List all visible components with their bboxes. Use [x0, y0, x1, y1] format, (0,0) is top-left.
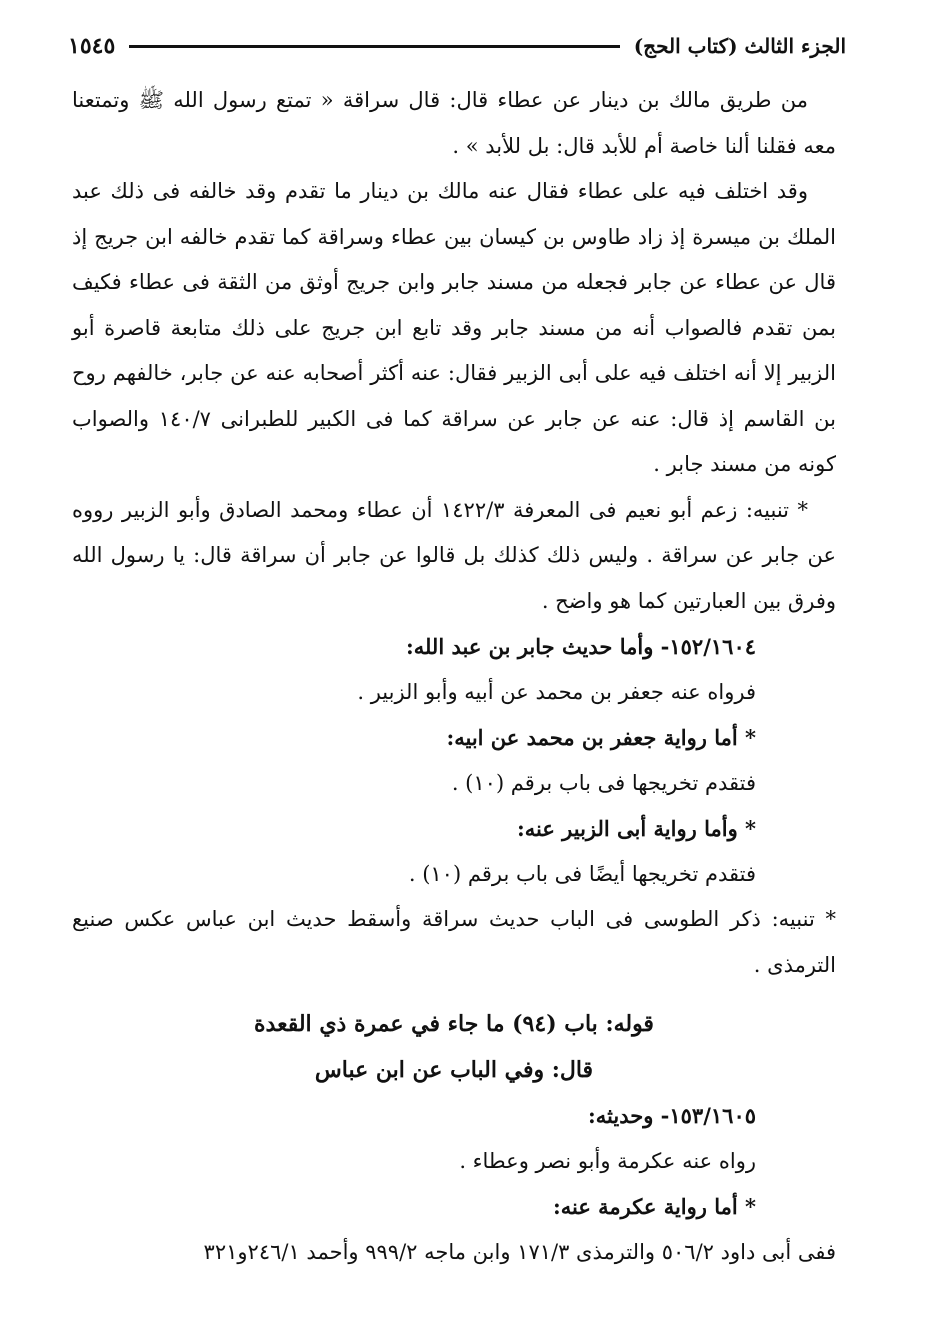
page-number: ١٥٤٥: [68, 33, 116, 59]
chapter-subheading: قال: وفي الباب عن ابن عباس: [314, 1056, 594, 1083]
paragraph-references: ففى أبى داود ٥٠٦/٢ والترمذى ١٧١/٣ وابن ماجه ٩٩٩/٢ وأحمد ٢٤٦/١و٣٢١: [203, 1239, 836, 1264]
header-rule: [129, 45, 619, 48]
paragraph-narration: من طريق مالك بن دينار عن عطاء قال: قال سراقة « تمتع رسول الله ﷺ وتمتعنا معه فقلنا ألنا خاصة أم للأبد قال: بل للأبد » .: [72, 88, 836, 158]
note-paragraph: * تنبيه: زعم أبو نعيم فى المعرفة ١٤٢٢/٣ أن عطاء ومحمد الصادق وأبو الزبير رووه عن جابر عن سراقة . وليس ذلك كذلك بل قالوا عن جابر أن سراقة قال: يا رسول الله وفرق بين العبارتين كما هو واضح .: [72, 497, 836, 613]
running-title: الجزء الثالث (كتاب الحج): [633, 34, 846, 58]
subheading-ikrima: * أما رواية عكرمة عنه:: [552, 1194, 756, 1219]
paragraph-narrators-ibn-abbas: رواه عنه عكرمة وأبو نصر وعطاء .: [459, 1148, 756, 1173]
subheading-jafar: * أما رواية جعفر بن محمد عن ابيه:: [446, 725, 756, 750]
section-gap: [72, 988, 836, 1002]
paragraph-narrators: فرواه عنه جعفر بن محمد عن أبيه وأبو الزبير .: [357, 679, 756, 704]
paragraph-abu-zubair: فتقدم تخريجها أيضًا فى باب برقم (١٠) .: [408, 861, 756, 886]
paragraph-discussion: وقد اختلف فيه على عطاء فقال عنه مالك بن دينار ما تقدم وقد خالفه فى ذلك عبد الملك بن ميسرة إذ زاد طاوس بن كيسان بين عطاء وسراقة كما تقدم خالفه ابن جريج إذ قال عن عطاء عن جابر فجعله من مسند جابر وابن جريج أوثق من الثقة فى عطاء فكيف بمن تقدم فالصواب أنه من مسند جابر وقد تابع ابن جريج على ذلك متابعة قاصرة أبو الزبير إلا أنه اختلف فيه على أبى الزبير فقال: عنه أكثر أصحابه عنه عن جابر، خالفهم روح بن القاسم إذ قال: عنه عن جابر عن سراقة كما فى الكبير للطبرانى ١٤٠/٧ والصواب كونه من مسند جابر .: [72, 179, 837, 476]
note-tusi: * تنبيه: ذكر الطوسى فى الباب حديث سراقة وأسقط حديث ابن عباس عكس صنيع الترمذى .: [72, 907, 836, 977]
chapter-heading: قوله: باب (٩٤) ما جاء في عمرة ذي القعدة: [254, 1011, 654, 1037]
hadith-heading-ibn-abbas: ١٥٣/١٦٠٥- وحديثه:: [588, 1103, 756, 1128]
page-header: [68, 30, 846, 62]
paragraph-jafar: فتقدم تخريجها فى باب برقم (١٠) .: [451, 770, 756, 795]
subheading-abu-zubair: * وأما رواية أبى الزبير عنه:: [516, 816, 756, 841]
hadith-heading-jabir: ١٥٢/١٦٠٤- وأما حديث جابر بن عبد الله:: [405, 634, 756, 659]
page-body: [72, 78, 836, 1275]
